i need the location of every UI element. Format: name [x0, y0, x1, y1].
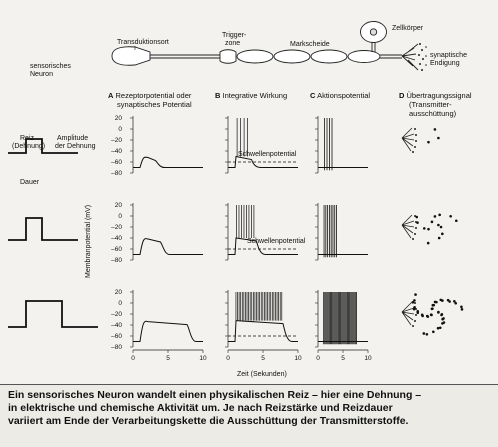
transmitter-dot [440, 226, 443, 229]
transmitter-dot [423, 227, 426, 230]
y-tick-label: –80 [111, 344, 122, 352]
transmitter-dot [427, 242, 430, 245]
stimulus-label-2: (Dehnung) [12, 143, 46, 150]
terminal-vesicle [414, 146, 416, 148]
x-tick-label: 5 [261, 355, 265, 362]
terminal-vesicle [414, 320, 416, 322]
caption-line-2: in elektrische und chemische Aktivität um. Je nach Reizstärke und Reizdauer [8, 402, 393, 415]
column-a-header-line2: synaptisches Potential [117, 100, 192, 109]
y-tick-label: –60 [111, 159, 122, 167]
transmitter-dot [434, 215, 437, 218]
y-tick-label: 20 [114, 115, 122, 123]
transmitter-dot [423, 332, 426, 335]
transmitter-dot [441, 233, 444, 236]
terminal-vesicle [415, 314, 417, 316]
transmitter-dot [416, 221, 419, 224]
column-a-header: A Rezeptorpotential oder [108, 91, 192, 100]
transmitter-dot [431, 307, 434, 310]
caption-line-1: Ein sensorisches Neuron wandelt einen physikalischen Reiz – hier eine Dehnung – [8, 389, 422, 401]
transmitter-dot [441, 299, 444, 302]
y-tick-label: –40 [111, 235, 122, 243]
amplitude-label-2: der Dehnung [55, 143, 96, 150]
synaptic-ending-label-2: Endigung [430, 60, 460, 67]
transmitter-dot [427, 228, 430, 231]
column-d-header-line2: (Transmitter- [409, 100, 452, 109]
x-tick-label: 0 [226, 355, 230, 362]
y-tick-label: –60 [111, 246, 122, 254]
y-tick-label: –20 [111, 224, 122, 232]
cell-body-label: Zellkörper [392, 25, 424, 32]
transmitter-dot [455, 219, 458, 222]
column-b-header: B Integrative Wirkung [215, 91, 288, 100]
y-tick-label: 0 [118, 213, 122, 221]
transmitter-dot [437, 327, 440, 330]
terminal-vesicle [415, 134, 417, 136]
terminal-vesicle [412, 325, 414, 327]
transmitter-dot [435, 301, 438, 304]
transmitter-dot [461, 308, 464, 311]
terminal-vesicle [414, 233, 416, 235]
transmitter-dot [438, 237, 441, 240]
y-tick-label: –60 [111, 333, 122, 341]
transmitter-dot [440, 314, 443, 317]
transmitter-dot [431, 221, 434, 224]
transmitter-dot [437, 224, 440, 227]
transmitter-dot [413, 299, 416, 302]
y-tick-label: –20 [111, 137, 122, 145]
neuron-label-2: Neuron [30, 71, 53, 78]
transmitter-dot [437, 311, 440, 314]
y-tick-label: –80 [111, 257, 122, 265]
synaptic-ending-label-1: synaptische [430, 52, 467, 59]
y-tick-label: 20 [114, 202, 122, 210]
transmitter-dot [437, 137, 440, 140]
neuron-label-1: sensorisches [30, 63, 71, 70]
x-tick-label: 0 [316, 355, 320, 362]
transmitter-dot [430, 313, 433, 316]
transmitter-dot [432, 304, 435, 307]
column-d-header: D Übertragungssignal [399, 91, 472, 100]
terminal-vesicle [412, 151, 414, 153]
y-tick-label: 0 [118, 300, 122, 308]
y-tick-label: 0 [118, 126, 122, 134]
stimulus-label-1: Reiz [20, 135, 35, 142]
terminal-vesicle [412, 238, 414, 240]
x-tick-label: 0 [131, 355, 135, 362]
transmitter-dot [426, 333, 429, 336]
y-tick-label: –80 [111, 170, 122, 178]
terminal-vesicle [415, 227, 417, 229]
figure-caption [8, 389, 492, 429]
threshold-label-1: Schwellenpotential [238, 151, 297, 158]
column-d-header-line3: ausschüttung) [409, 109, 457, 118]
transmitter-dot [438, 214, 441, 217]
transmitter-dot [415, 216, 418, 219]
transduction-site-label: Transduktionsort [117, 39, 169, 46]
y-tick-label: –20 [111, 311, 122, 319]
duration-label: Dauer [20, 179, 40, 186]
x-tick-label: 10 [364, 355, 372, 362]
amplitude-label-1: Amplitude [57, 135, 89, 142]
x-tick-label: 10 [199, 355, 207, 362]
transmitter-dot [413, 306, 416, 309]
terminal-vesicle [414, 128, 416, 130]
trigger-zone-label-2: zone [225, 40, 241, 47]
column-c-header: C Aktionspotential [310, 91, 371, 100]
y-tick-label: 20 [114, 289, 122, 297]
trigger-zone-segment [220, 50, 236, 64]
transmitter-dot [449, 215, 452, 218]
transmitter-dot [441, 322, 444, 325]
transmitter-dot [414, 293, 417, 296]
terminal-vesicle [414, 302, 416, 304]
y-tick-label: –40 [111, 322, 122, 330]
terminal-vesicle [415, 140, 417, 142]
y-tick-label: –40 [111, 148, 122, 156]
transmitter-dot [427, 141, 430, 144]
transmitter-dot [439, 326, 442, 329]
trigger-zone-label-1: Trigger- [222, 32, 247, 39]
y-axis-label: Membranpotential (mV) [85, 204, 92, 278]
transmitter-dot [432, 330, 435, 333]
transmitter-dot [441, 318, 444, 321]
transmitter-dot [421, 314, 424, 317]
transmitter-dot [426, 315, 429, 318]
threshold-label-2: Schwellenpotential [247, 238, 306, 245]
x-axis-label: Zeit (Sekunden) [237, 371, 287, 378]
transmitter-dot [448, 300, 451, 303]
transmitter-dot [454, 302, 457, 305]
x-tick-label: 10 [294, 355, 302, 362]
x-tick-label: 5 [166, 355, 170, 362]
caption-line-3: variiert am Ende der Verarbeitungskette die Ausschüttung der Transmitterstoffe. [8, 415, 409, 428]
x-tick-label: 5 [341, 355, 345, 362]
transmitter-dot [460, 305, 463, 308]
myelin-sheath-label: Markscheide [290, 41, 330, 48]
transmitter-dot [434, 128, 437, 131]
transmitter-dot [416, 310, 419, 313]
